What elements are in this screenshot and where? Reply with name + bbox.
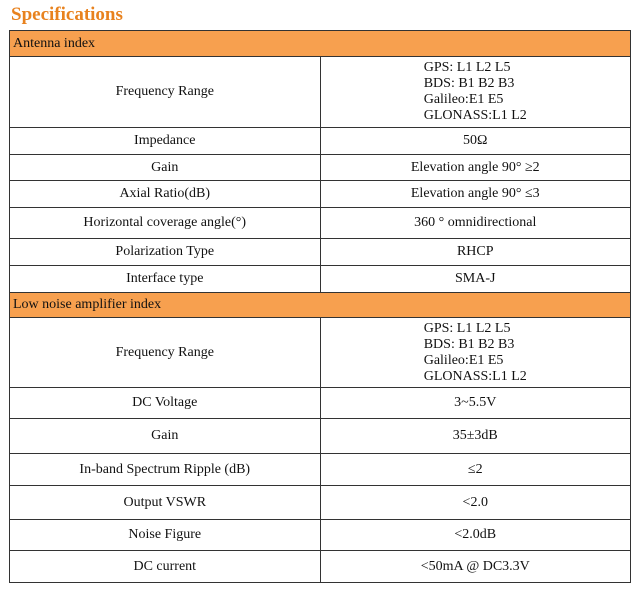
frequency-line: Galileo:E1 E5 — [423, 352, 504, 368]
param-cell: Gain — [10, 419, 321, 454]
param-cell: Gain — [10, 155, 321, 181]
table-row — [10, 181, 631, 208]
param-cell: Axial Ratio(dB) — [10, 181, 321, 208]
frequency-line: GPS: L1 L2 L5 — [423, 60, 511, 75]
param-cell: Polarization Type — [10, 239, 321, 266]
param-cell: DC current — [10, 551, 321, 583]
table-row — [10, 520, 631, 551]
table-row — [10, 155, 631, 181]
section-heading: Antenna index — [10, 31, 631, 57]
table-row — [10, 318, 631, 388]
table-row — [10, 388, 631, 419]
table-row — [10, 486, 631, 520]
param-cell: Horizontal coverage angle(°) — [10, 208, 321, 239]
value-cell: SMA-J — [320, 266, 631, 293]
value-cell: <2.0dB — [320, 520, 631, 551]
frequency-line: BDS: B1 B2 B3 — [423, 76, 515, 91]
value-cell: 3~5.5V — [320, 388, 631, 419]
page-title: Specifications — [11, 4, 123, 25]
param-cell: Frequency Range — [10, 57, 321, 128]
value-cell: 360 ° omnidirectional — [320, 208, 631, 239]
frequency-line: GLONASS:L1 L2 — [423, 108, 527, 123]
value-cell: <2.0 — [320, 486, 631, 520]
frequency-line: GLONASS:L1 L2 — [423, 368, 527, 384]
frequency-line: Galileo:E1 E5 — [423, 92, 504, 107]
table-row — [10, 57, 631, 128]
table-row — [10, 128, 631, 155]
value-cell: ≤2 — [320, 454, 631, 486]
value-cell: 50Ω — [320, 128, 631, 155]
param-cell: Impedance — [10, 128, 321, 155]
frequency-line: BDS: B1 B2 B3 — [423, 336, 515, 352]
value-cell — [320, 318, 631, 388]
param-cell: Output VSWR — [10, 486, 321, 520]
param-cell: Frequency Range — [10, 318, 321, 388]
param-cell: Noise Figure — [10, 520, 321, 551]
section-header-lna — [10, 293, 631, 318]
frequency-list — [424, 60, 527, 124]
value-cell: Elevation angle 90° ≤3 — [320, 181, 631, 208]
frequency-line: GPS: L1 L2 L5 — [423, 320, 511, 336]
value-cell: 35±3dB — [320, 419, 631, 454]
section-header-antenna — [10, 31, 631, 57]
param-cell: DC Voltage — [10, 388, 321, 419]
table-row — [10, 208, 631, 239]
table-row — [10, 419, 631, 454]
table-row — [10, 551, 631, 583]
param-cell: In-band Spectrum Ripple (dB) — [10, 454, 321, 486]
table-row — [10, 454, 631, 486]
table-row — [10, 266, 631, 293]
value-cell: Elevation angle 90° ≥2 — [320, 155, 631, 181]
value-cell — [320, 57, 631, 128]
table-row — [10, 239, 631, 266]
value-cell: <50mA @ DC3.3V — [320, 551, 631, 583]
frequency-list — [424, 321, 527, 385]
param-cell: Interface type — [10, 266, 321, 293]
value-cell: RHCP — [320, 239, 631, 266]
specifications-table — [9, 30, 631, 583]
section-heading: Low noise amplifier index — [10, 293, 631, 318]
